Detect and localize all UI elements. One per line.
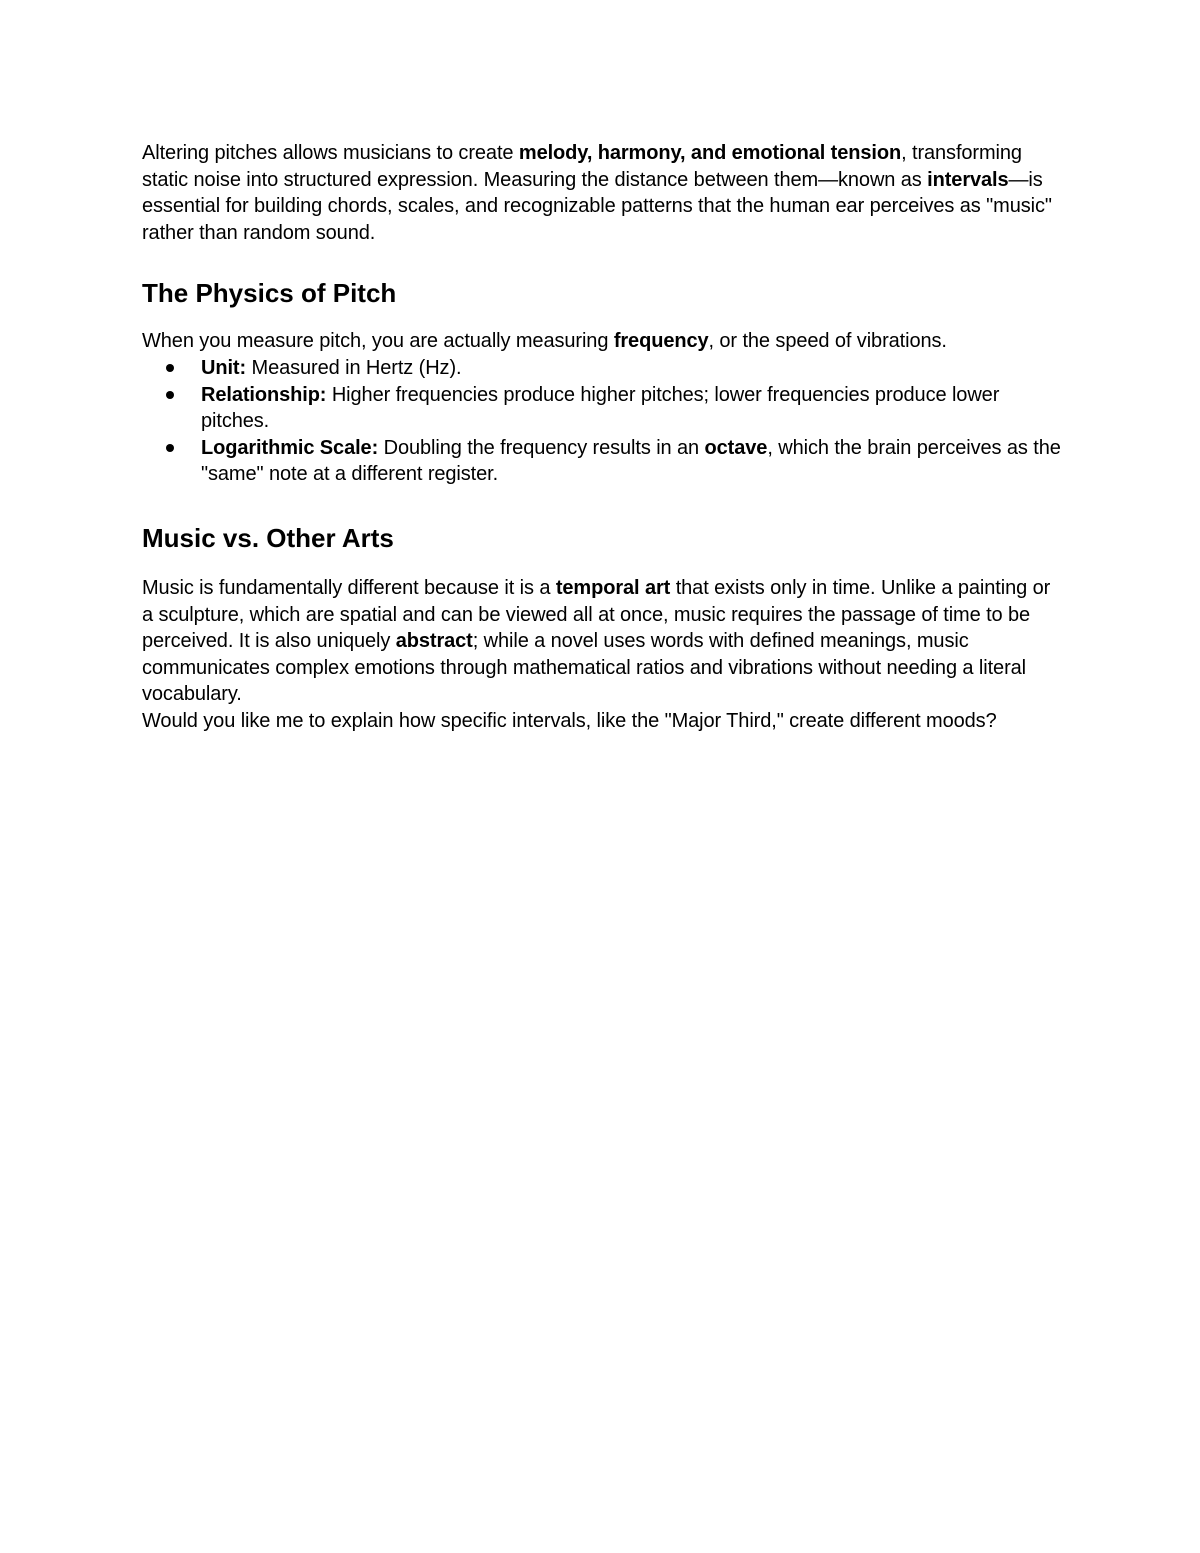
music-heading: Music vs. Other Arts <box>142 522 394 553</box>
music-text-2: that exists only in time. Unlike a painting or a sculpture, which are spatial and can be viewed all at once, music requires the passage of time to be perceived. It is also uniquely <box>142 576 1051 653</box>
list-item-text: Higher frequencies produce higher pitches; lower frequencies produce lower pitches. <box>201 383 1000 433</box>
physics-lead-paragraph <box>142 328 1062 355</box>
physics-lead-bold: frequency <box>613 330 709 353</box>
music-bold-2: abstract <box>395 630 473 653</box>
intro-bold-1: melody, harmony, and emotional tension <box>518 142 902 164</box>
intro-text-1: Altering pitches allows musicians to create <box>142 142 519 164</box>
document-page <box>142 140 1062 735</box>
list-item-text-2: , which the brain perceives as the "same" note at a different register. <box>201 436 1061 486</box>
list-item-label: Relationship: <box>201 383 327 406</box>
physics-lead-text-1: When you measure pitch, you are actually measuring <box>142 330 614 353</box>
list-item-label: Unit: <box>201 356 247 379</box>
list-item-label: Logarithmic Scale: <box>201 436 379 459</box>
intro-paragraph <box>142 140 1062 246</box>
list-item-relationship <box>142 382 1062 435</box>
physics-bullet-list <box>142 355 1062 488</box>
bullet-icon <box>166 391 174 399</box>
music-bold-1: temporal art <box>555 576 671 599</box>
list-item-text: Measured in Hertz (Hz). <box>246 356 462 379</box>
intro-bold-2: intervals <box>927 168 1009 191</box>
list-item-bold: octave <box>704 436 768 459</box>
music-text-3: ; while a novel uses words with defined meanings, music communicates complex emotions through mathematical ratios and vibrations without needing a literal vocabulary. <box>142 630 1026 706</box>
list-item-text: Doubling the frequency results in an <box>378 436 705 459</box>
intro-text-3: —is essential for building chords, scales, and recognizable patterns that the human ear perceives as "music" rather than random sound. <box>142 168 1052 244</box>
physics-heading: The Physics of Pitch <box>142 278 397 309</box>
intro-text-2: , transforming static noise into structured expression. Measuring the distance between them—known as <box>142 142 1022 191</box>
bullet-icon <box>166 364 174 372</box>
music-paragraph <box>142 575 1062 708</box>
list-item-logarithmic-scale <box>142 435 1062 488</box>
closing-question: Would you like me to explain how specific intervals, like the "Major Third," create different moods? <box>142 709 997 732</box>
music-text-1: Music is fundamentally different because it is a <box>142 576 556 599</box>
list-item-unit <box>142 355 1062 382</box>
physics-lead-text-2: , or the speed of vibrations. <box>708 330 947 353</box>
bullet-icon <box>166 444 174 452</box>
